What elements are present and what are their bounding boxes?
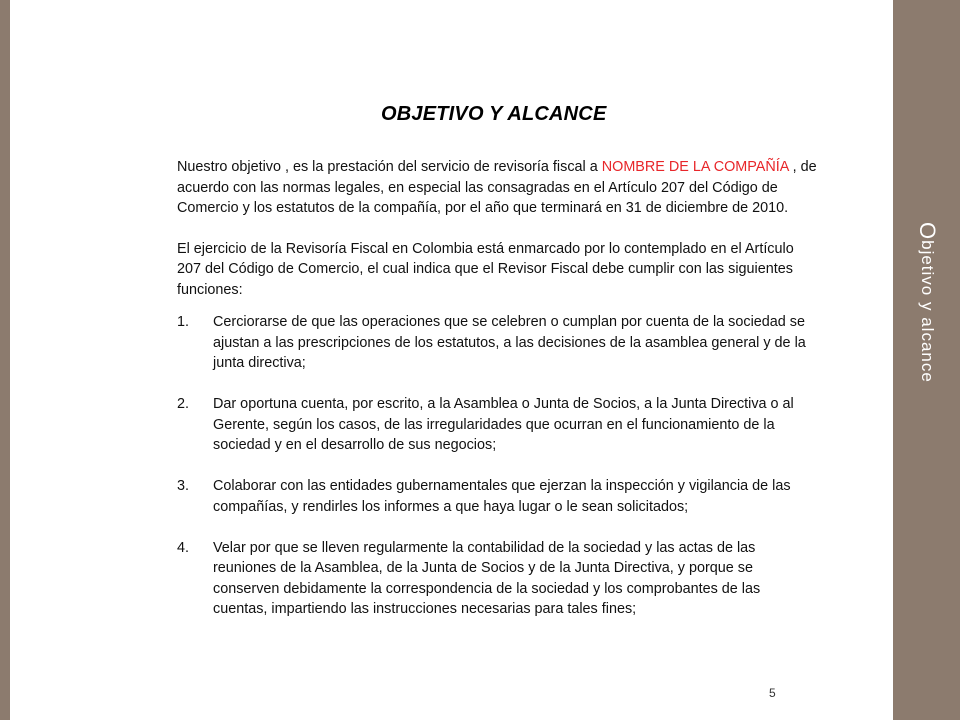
objective-paragraph — [177, 157, 817, 219]
slide-title: OBJETIVO Y ALCANCE — [381, 103, 607, 125]
objective-text-start: Nuestro objetivo , es la prestación del servicio de revisoría fiscal a — [177, 159, 602, 175]
list-item-text: Colaborar con las entidades gubernamentales que ejerzan la inspección y vigilancia de las compañías, y rendirles los informes a que haya lugar o le sean solicitados; — [213, 478, 791, 515]
page-number: 5 — [769, 686, 776, 700]
list-item-number: 2. — [177, 396, 190, 412]
list-item-number: 4. — [177, 539, 190, 556]
list-item — [177, 476, 817, 517]
objective-text-end: , de acuerdo con las normas legales, en especial las consagradas en el Artículo 207 del Código de Comercio y los estatutos de la compañía, por el año que terminará en 31 de diciembre de 2010. — [177, 159, 817, 216]
context-paragraph: El ejercicio de la Revisoría Fiscal en Colombia está enmarcado por lo contemplado en el Artículo 207 del Código de Comercio, el cual indica que el Revisor Fiscal debe cumplir con las siguientes funciones: — [177, 240, 794, 298]
list-item — [177, 394, 817, 456]
list-item-number: 3. — [177, 478, 190, 494]
list-item-text: Dar oportuna cuenta, por escrito, a la Asamblea o Junta de Socios, a la Junta Directiva o al Gerente, según los casos, de las irregularidades que ocurran en el funcionamiento de la sociedad y en el desarrollo de sus negocios; — [213, 396, 794, 453]
company-name-placeholder: NOMBRE DE LA COMPAÑÍA — [601, 159, 789, 175]
side-title-initial: O — [915, 222, 940, 241]
functions-list — [177, 312, 817, 620]
list-item — [177, 538, 817, 620]
list-item-text: Velar por que se lleven regularmente la contabilidad de la sociedad y las actas de las reuniones de la Asamblea, de la Junta de Socios y de la Junta Directiva, y porque se conserven debidamente la correspondencia de la sociedad y los comprobantes de las cuentas, impartiendo las instrucciones necesarias para tales fines; — [213, 539, 761, 617]
side-title — [914, 222, 940, 383]
side-title-rest: bjetivo y alcance — [918, 240, 937, 383]
list-item-number: 1. — [177, 314, 190, 330]
list-item — [177, 312, 817, 374]
slide-body — [177, 157, 817, 640]
list-item-text: Cerciorarse de que las operaciones que se celebren o cumplan por cuenta de la sociedad se ajustan a las prescripciones de los estatutos, a las decisiones de la asamblea general y de la junta directiva; — [213, 314, 806, 371]
